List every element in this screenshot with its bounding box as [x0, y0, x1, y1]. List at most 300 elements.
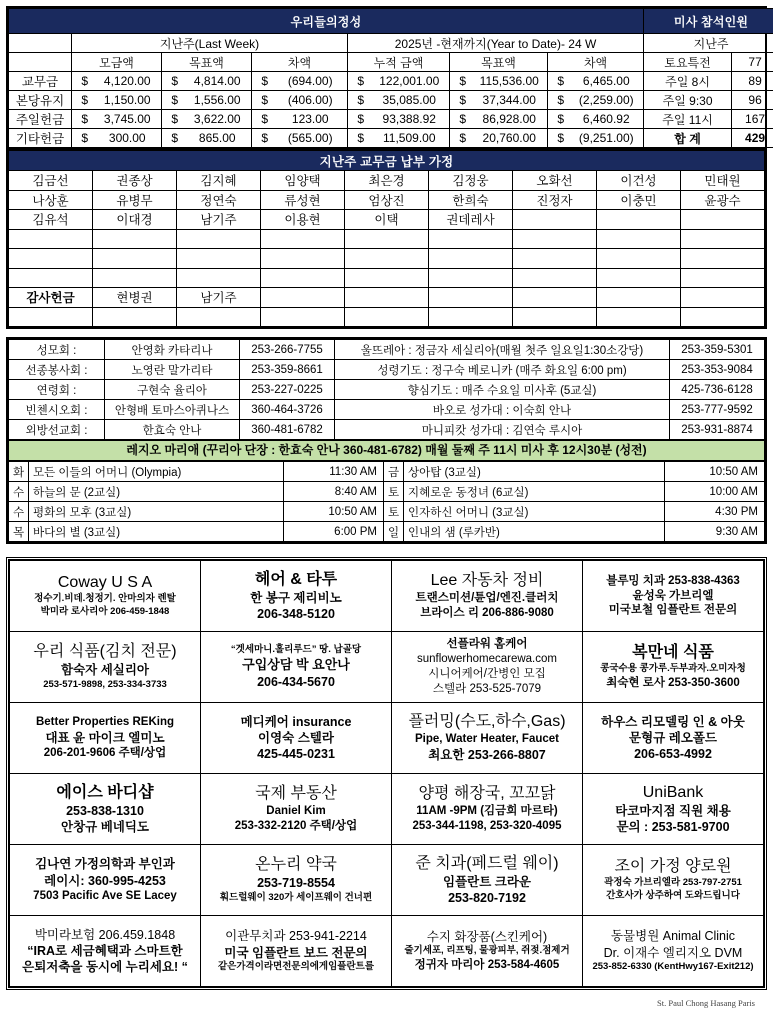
- fin-row-label: 기타헌금: [9, 129, 72, 148]
- ad-line: 수지 화장품(스킨케어): [394, 929, 580, 945]
- org-name: 성모회 :: [9, 340, 105, 360]
- fin-lw-2: (406.00): [274, 91, 348, 110]
- ad-line: 미국 임플란트 보드 전문의: [203, 945, 389, 961]
- org-right-phone: 253-777-9592: [670, 400, 765, 420]
- donor-cell: [93, 307, 177, 327]
- legio-time: 6:00 PM: [284, 522, 384, 542]
- ad-cell[interactable]: [392, 845, 583, 916]
- currency-symbol: $: [162, 129, 184, 148]
- table-row: [9, 268, 765, 288]
- ad-line: 206-348-5120: [203, 606, 389, 622]
- donor-cell: [429, 307, 513, 327]
- finance-attendance-block: [6, 6, 767, 150]
- ad-line: 온누리 약국: [203, 855, 389, 875]
- donor-cell: [597, 307, 681, 327]
- donor-cell: [177, 268, 261, 288]
- currency-symbol: $: [450, 129, 472, 148]
- donor-cell: [177, 229, 261, 249]
- ad-cell[interactable]: [392, 703, 583, 774]
- ad-line: 문의 : 253-581-9700: [585, 819, 761, 835]
- donor-cell: 임양택: [261, 171, 345, 191]
- donor-cell: 한희숙: [429, 190, 513, 210]
- finance-title-row: [9, 9, 773, 34]
- ad-line: UniBank: [585, 783, 761, 803]
- ad-line: 이관무치과 253-941-2214: [203, 928, 389, 944]
- currency-symbol: $: [348, 110, 370, 129]
- donor-cell: [513, 210, 597, 230]
- org-phone: 253-359-8661: [240, 360, 335, 380]
- donors-block: [6, 150, 767, 329]
- ad-line: 타코마지점 직원 채용: [585, 803, 761, 819]
- group-ytd: 2025년 -현재까지(Year to Date)- 24 W: [348, 34, 644, 53]
- legio-time: 10:50 AM: [284, 502, 384, 522]
- fin-ytd-0: 122,001.00: [370, 72, 450, 91]
- donor-cell: 오화선: [513, 171, 597, 191]
- ad-line: 훠드럴웨이 320가 세이프웨이 건너편: [203, 892, 389, 905]
- ad-line: 11AM -9PM (김금희 마르타): [394, 804, 580, 819]
- org-right-phone: 253-359-5301: [670, 340, 765, 360]
- donor-cell: 이충민: [597, 190, 681, 210]
- legio-day: 토: [384, 482, 404, 502]
- donor-cell: 권데레사: [429, 210, 513, 230]
- ad-cell[interactable]: [583, 632, 764, 703]
- finance-header-row: [9, 53, 773, 72]
- legio-time: 10:00 AM: [665, 482, 765, 502]
- legio-day: 수: [9, 482, 29, 502]
- donor-cell: [513, 288, 597, 308]
- donors-table: [8, 150, 765, 327]
- group-last-week: 지난주(Last Week): [72, 34, 348, 53]
- org-person: 구현숙 율리아: [105, 380, 240, 400]
- ad-line: 하우스 리모델링 인 & 아웃: [585, 714, 761, 730]
- legio-praesidium: 지혜로운 동정녀 (6교실): [404, 482, 665, 502]
- donor-cell: 민태원: [681, 171, 765, 191]
- ad-row: [10, 561, 764, 632]
- attendance-total-value: 429: [732, 129, 773, 148]
- donor-cell: 김지혜: [177, 171, 261, 191]
- fin-ytd-2: 6,460.92: [570, 110, 644, 129]
- ad-line: 복만네 식품: [585, 643, 761, 663]
- fin-row-label: 교무금: [9, 72, 72, 91]
- ad-line: Lee 자동차 정비: [394, 571, 580, 591]
- donor-cell: [177, 307, 261, 327]
- table-row: [9, 229, 765, 249]
- currency-symbol: $: [548, 129, 570, 148]
- table-row: [9, 420, 765, 440]
- ad-cell[interactable]: [201, 916, 392, 987]
- ad-cell[interactable]: [10, 774, 201, 845]
- donor-cell: 정연숙: [177, 190, 261, 210]
- ad-line: 같은가격이라면전문의에게임플란트를: [203, 961, 389, 974]
- fin-ytd-2: 6,465.00: [570, 72, 644, 91]
- advertisements-block: [6, 557, 767, 990]
- donor-cell: [345, 307, 429, 327]
- currency-symbol: $: [162, 91, 184, 110]
- col-lw-1: 목표액: [162, 53, 252, 72]
- org-phone: 253-227-0225: [240, 380, 335, 400]
- org-person: 노영란 말가리타: [105, 360, 240, 380]
- donor-cell: 남기주: [177, 210, 261, 230]
- ad-line: 우리 식품(김치 전문): [12, 642, 198, 662]
- currency-symbol: $: [450, 110, 472, 129]
- ad-cell[interactable]: [201, 774, 392, 845]
- group-attendance: 지난주: [644, 34, 773, 53]
- table-row: [9, 522, 765, 542]
- ad-line: 206-653-4992: [585, 746, 761, 762]
- ad-line: sunflowerhomecarewa.com: [394, 652, 580, 667]
- finance-group-row: [9, 34, 773, 53]
- ad-line: 253-820-7192: [394, 890, 580, 906]
- donor-cell: 류성현: [261, 190, 345, 210]
- donor-cell: 유병무: [93, 190, 177, 210]
- ad-cell[interactable]: [10, 561, 201, 632]
- donor-cell: [345, 268, 429, 288]
- legio-praesidium: 인내의 샘 (루카반): [404, 522, 665, 542]
- attendance-value-0: 77: [732, 53, 773, 72]
- donor-cell: 이건성: [597, 171, 681, 191]
- table-row: [9, 482, 765, 502]
- ad-row: [10, 632, 764, 703]
- donor-cell: 이용현: [261, 210, 345, 230]
- fin-lw-2: 123.00: [274, 110, 348, 129]
- donor-cell: 김유석: [9, 210, 93, 230]
- legio-day: 화: [9, 462, 29, 482]
- org-name: 선종봉사회 :: [9, 360, 105, 380]
- donors-title: 지난주 교무금 납부 가정: [9, 151, 765, 171]
- donor-cell: [9, 249, 93, 269]
- fin-ytd-1: 37,344.00: [472, 91, 548, 110]
- ad-cell[interactable]: [583, 774, 764, 845]
- ad-cell[interactable]: [583, 703, 764, 774]
- ad-cell[interactable]: [392, 774, 583, 845]
- donor-cell: [681, 307, 765, 327]
- empty-corner-2: [9, 53, 72, 72]
- currency-symbol: $: [548, 91, 570, 110]
- ad-line: 시니어케어/간병인 모집: [394, 667, 580, 682]
- ad-line: 253-838-1310: [12, 803, 198, 819]
- attendance-total-label: 합 계: [644, 129, 732, 148]
- ad-line: 박미라보험 206.459.1848: [12, 927, 198, 943]
- donor-cell: [681, 210, 765, 230]
- fin-lw-0: 3,745.00: [94, 110, 162, 129]
- donor-cell: [261, 268, 345, 288]
- currency-symbol: $: [450, 91, 472, 110]
- col-ytd-1: 목표액: [450, 53, 548, 72]
- ad-line: 정귀자 마리아 253-584-4605: [394, 958, 580, 973]
- ad-line: 한 봉구 제리비노: [203, 590, 389, 606]
- attendance-value-1: 89: [732, 72, 773, 91]
- organizations-block: [6, 337, 767, 544]
- ad-line: 메디케어 insurance: [203, 714, 389, 730]
- ad-line: 425-445-0231: [203, 746, 389, 762]
- org-name: 연령회 :: [9, 380, 105, 400]
- legio-praesidium: 바다의 별 (3교실): [29, 522, 284, 542]
- currency-symbol: $: [348, 72, 370, 91]
- donor-cell: 이대경: [93, 210, 177, 230]
- fin-ytd-1: 115,536.00: [472, 72, 548, 91]
- empty-corner: [9, 34, 72, 53]
- donor-cell: 김정웅: [429, 171, 513, 191]
- donor-cell: 최은경: [345, 171, 429, 191]
- currency-symbol: $: [450, 72, 472, 91]
- fin-ytd-0: 93,388.92: [370, 110, 450, 129]
- fin-lw-1: 865.00: [184, 129, 252, 148]
- donor-cell: [345, 249, 429, 269]
- legio-day: 수: [9, 502, 29, 522]
- ad-cell[interactable]: [583, 561, 764, 632]
- ad-line: Better Properties REKing: [12, 715, 198, 730]
- donor-cell: 남기주: [177, 288, 261, 308]
- donor-cell: 현병권: [93, 288, 177, 308]
- ad-cell[interactable]: [10, 845, 201, 916]
- ad-line: 양평 해장국, 꼬꼬닭: [394, 784, 580, 804]
- ad-cell[interactable]: [583, 845, 764, 916]
- donor-cell: [597, 268, 681, 288]
- table-row: [9, 462, 765, 482]
- ad-cell[interactable]: [392, 916, 583, 987]
- legio-day: 토: [384, 502, 404, 522]
- table-row: [9, 190, 765, 210]
- fin-lw-0: 4,120.00: [94, 72, 162, 91]
- attendance-value-2: 96: [732, 91, 773, 110]
- table-row: [9, 210, 765, 230]
- donor-cell: 김금선: [9, 171, 93, 191]
- table-row: [9, 400, 765, 420]
- advertisements-table: [9, 560, 764, 987]
- org-right-text: 향심기도 : 매주 수요일 미사후 (5교실): [335, 380, 670, 400]
- org-right-text: 성령기도 : 정구숙 베로니카 (매주 화요일 6:00 pm): [335, 360, 670, 380]
- currency-symbol: $: [162, 72, 184, 91]
- attendance-title: 미사 참석인원: [644, 9, 773, 34]
- donor-cell: [429, 268, 513, 288]
- attendance-label-1: 주일 8시: [644, 72, 732, 91]
- donor-cell: [9, 229, 93, 249]
- ad-cell[interactable]: [201, 632, 392, 703]
- offering-title: 우리들의정성: [9, 9, 644, 34]
- ad-line: 김나연 가정의학과 부인과: [12, 856, 198, 872]
- ad-cell[interactable]: [10, 916, 201, 987]
- ad-line: 선플라워 홈케어: [394, 637, 580, 652]
- ad-line: 줄기세포, 리프팅, 물광피부, 쥐젖.점제거: [394, 945, 580, 958]
- donor-cell: [345, 288, 429, 308]
- donor-cell: [93, 268, 177, 288]
- donor-cell: [9, 268, 93, 288]
- donor-cell: [597, 288, 681, 308]
- finance-table: [8, 8, 773, 148]
- donor-cell: [681, 229, 765, 249]
- legio-praesidium: 인자하신 어머니 (3교실): [404, 502, 665, 522]
- ad-row: [10, 845, 764, 916]
- donors-title-row: [9, 151, 765, 171]
- legio-day: 금: [384, 462, 404, 482]
- donor-cell: 이택: [345, 210, 429, 230]
- ad-row: [10, 703, 764, 774]
- donor-cell: [429, 288, 513, 308]
- org-right-phone: 425-736-6128: [670, 380, 765, 400]
- table-row: [9, 129, 773, 148]
- ad-line: Dr. 이재수 엘리지오 DVM: [585, 945, 761, 961]
- ad-cell[interactable]: [201, 703, 392, 774]
- ad-line: 동물병원 Animal Clinic: [585, 928, 761, 944]
- fin-ytd-0: 11,509.00: [370, 129, 450, 148]
- legio-time: 11:30 AM: [284, 462, 384, 482]
- donor-cell: 나상훈: [9, 190, 93, 210]
- ad-cell[interactable]: [392, 632, 583, 703]
- ad-line: 이영숙 스텔라: [203, 730, 389, 746]
- currency-symbol: $: [72, 91, 94, 110]
- donor-cell: [261, 288, 345, 308]
- currency-symbol: $: [252, 129, 274, 148]
- table-row: [9, 91, 773, 110]
- currency-symbol: $: [252, 110, 274, 129]
- legio-praesidium: 하늘의 문 (2교실): [29, 482, 284, 502]
- fin-lw-1: 4,814.00: [184, 72, 252, 91]
- donor-cell: [429, 229, 513, 249]
- ad-line: 253-332-2120 주택/상업: [203, 819, 389, 834]
- donor-cell: [513, 307, 597, 327]
- legio-day: 목: [9, 522, 29, 542]
- ad-line: 준 치과(페드럴 웨이): [394, 854, 580, 874]
- donor-cell: 진정자: [513, 190, 597, 210]
- attendance-label-0: 토요특전: [644, 53, 732, 72]
- ad-line: 253-719-8554: [203, 875, 389, 891]
- ad-line: 253-571-9898, 253-334-3733: [12, 679, 198, 692]
- legio-time: 10:50 AM: [665, 462, 765, 482]
- legio-schedule-table: [8, 461, 765, 542]
- ad-line: 최숙현 로사 253-350-3600: [585, 676, 761, 691]
- ad-cell[interactable]: [10, 703, 201, 774]
- legio-day: 일: [384, 522, 404, 542]
- ad-line: 콩국수용 콩가루.두부과자.오미자청: [585, 663, 761, 676]
- currency-symbol: $: [72, 129, 94, 148]
- ad-line: 국제 부동산: [203, 784, 389, 804]
- currency-symbol: $: [162, 110, 184, 129]
- ad-line: 문형규 레오폴드: [585, 730, 761, 746]
- org-phone: 360-464-3726: [240, 400, 335, 420]
- ad-line: 윤성욱 가브리엘: [585, 589, 761, 604]
- org-person: 안영화 카타리나: [105, 340, 240, 360]
- org-name: 외방선교회 :: [9, 420, 105, 440]
- ad-row: [10, 774, 764, 845]
- fin-ytd-1: 20,760.00: [472, 129, 548, 148]
- col-ytd-2: 차액: [548, 53, 644, 72]
- ad-line: 최요한 253-266-8807: [394, 747, 580, 763]
- col-ytd-0: 누적 금액: [348, 53, 450, 72]
- table-row: [9, 340, 765, 360]
- ad-cell[interactable]: [10, 632, 201, 703]
- table-row: [9, 72, 773, 91]
- fin-ytd-2: (9,251.00): [570, 129, 644, 148]
- table-row: [9, 360, 765, 380]
- ad-line: “IRA로 세금혜택과 스마트한: [12, 943, 198, 959]
- ad-line: 정수기.비데.청정기. 안마의자 렌탈: [12, 593, 198, 606]
- ad-line: 미국보철 임플란트 전문의: [585, 603, 761, 618]
- ad-line: 함숙자 세실리아: [12, 662, 198, 678]
- ad-line: 브라이스 리 206-886-9080: [394, 606, 580, 621]
- donor-cell: [513, 268, 597, 288]
- ad-line: 헤어 & 타투: [203, 570, 389, 590]
- ad-row: [10, 916, 764, 987]
- ad-line: 7503 Pacific Ave SE Lacey: [12, 889, 198, 904]
- org-name: 빈첸시오회 :: [9, 400, 105, 420]
- table-row: [9, 288, 765, 308]
- fin-ytd-1: 86,928.00: [472, 110, 548, 129]
- ad-cell[interactable]: [201, 845, 392, 916]
- ad-line: 스텔라 253-525-7079: [394, 682, 580, 697]
- legio-time: 8:40 AM: [284, 482, 384, 502]
- table-row: [9, 307, 765, 327]
- org-phone: 253-266-7755: [240, 340, 335, 360]
- org-right-text: 마니피캇 성가대 : 김연숙 루시아: [335, 420, 670, 440]
- ad-cell[interactable]: [392, 561, 583, 632]
- donor-cell: [597, 229, 681, 249]
- fin-lw-1: 3,622.00: [184, 110, 252, 129]
- ad-line: 곽정숙 가브리엘라 253-797-2751: [585, 877, 761, 890]
- col-lw-2: 차액: [252, 53, 348, 72]
- fin-ytd-0: 35,085.00: [370, 91, 450, 110]
- donor-cell: [681, 288, 765, 308]
- donor-cell: [597, 210, 681, 230]
- org-person: 한효숙 안나: [105, 420, 240, 440]
- currency-symbol: $: [252, 72, 274, 91]
- ad-line: 조이 가정 양로원: [585, 857, 761, 877]
- currency-symbol: $: [348, 129, 370, 148]
- fin-lw-0: 300.00: [94, 129, 162, 148]
- legio-praesidium: 상아탑 (3교실): [404, 462, 665, 482]
- donor-cell: [681, 268, 765, 288]
- legio-time: 4:30 PM: [665, 502, 765, 522]
- currency-symbol: $: [72, 110, 94, 129]
- ad-cell[interactable]: [583, 916, 764, 987]
- donor-cell: [345, 229, 429, 249]
- legio-time: 9:30 AM: [665, 522, 765, 542]
- donor-cell: [681, 249, 765, 269]
- ad-line: 253-344-1198, 253-320-4095: [394, 819, 580, 834]
- ad-line: 간호사가 상주하여 도와드립니다: [585, 890, 761, 903]
- org-right-phone: 253-931-8874: [670, 420, 765, 440]
- thanks-offering-label: 감사헌금: [9, 288, 93, 308]
- bulletin-page: [0, 6, 773, 1022]
- table-row: [9, 502, 765, 522]
- ad-cell[interactable]: [201, 561, 392, 632]
- ad-line: Coway U S A: [12, 573, 198, 593]
- org-right-text: 울뜨레아 : 정금자 세실리아(매월 첫주 일요일1:30소강당): [335, 340, 670, 360]
- ad-line: 206-434-5670: [203, 674, 389, 690]
- table-row: [9, 110, 773, 129]
- currency-symbol: $: [548, 110, 570, 129]
- col-lw-0: 모금액: [72, 53, 162, 72]
- table-row: [9, 249, 765, 269]
- currency-symbol: $: [72, 72, 94, 91]
- organizations-table: [8, 339, 765, 440]
- currency-symbol: $: [548, 72, 570, 91]
- page-footer: St. Paul Chong Hasang Paris: [6, 990, 767, 1008]
- ad-line: 안창규 베네딕도: [12, 819, 198, 835]
- table-row: [9, 171, 765, 191]
- ad-line: 박미라 로사리아 206-459-1848: [12, 606, 198, 619]
- legio-praesidium: 모든 이들의 어머니 (Olympia): [29, 462, 284, 482]
- ad-line: 대표 윤 마이크 엘미노: [12, 730, 198, 746]
- ad-line: 레이시: 360-995-4253: [12, 873, 198, 889]
- ad-line: 블루밍 치과 253-838-4363: [585, 574, 761, 589]
- donor-cell: [177, 249, 261, 269]
- donor-cell: [9, 307, 93, 327]
- ad-line: “겟세마니.홀리루드” 땅. 납골당: [203, 644, 389, 657]
- legio-praesidium: 평화의 모후 (3교실): [29, 502, 284, 522]
- ad-line: 206-201-9606 주택/상업: [12, 746, 198, 761]
- org-right-text: 바오로 성가대 : 이숙희 안나: [335, 400, 670, 420]
- donor-cell: 윤광수: [681, 190, 765, 210]
